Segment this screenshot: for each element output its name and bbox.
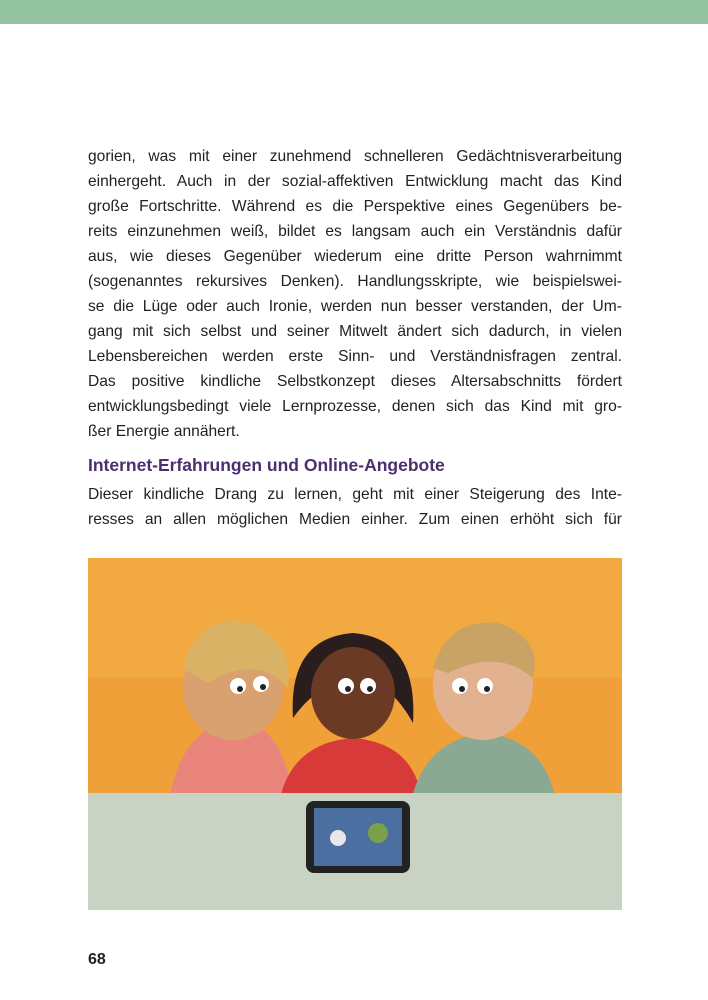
text-line: große Fortschritte. Während es die Perspektive eines Gegenübers be- (88, 198, 622, 215)
text-line: (sogenanntes rekursives Denken). Handlungsskripte, wie beispielswei- (88, 273, 622, 290)
text-line: resses an allen möglichen Medien einher. Zum einen erhöht sich für (88, 511, 622, 528)
text-line: reits einzunehmen weiß, bildet es langsam auch ein Verständnis dafür (88, 223, 622, 240)
body-paragraph-2 (88, 482, 622, 532)
text-line: Lebensbereichen werden erste Sinn- und Verständnisfragen zentral. (88, 348, 622, 365)
text-line: se die Lüge oder auch Ironie, werden nun besser verstanden, der Um- (88, 298, 622, 315)
text-line: ßer Energie annähert. (88, 423, 240, 440)
text-line: gorien, was mit einer zunehmend schnelleren Gedächtnisverarbeitung (88, 148, 622, 165)
page-number: 68 (88, 951, 106, 968)
section-heading: Internet-Erfahrungen und Online-Angebote (88, 455, 445, 475)
decorative-header-band (0, 0, 708, 24)
text-line: Das positive kindliche Selbstkonzept dieses Altersabschnitts fördert (88, 373, 622, 390)
text-line: entwicklungsbedingt viele Lernprozesse, denen sich das Kind mit gro- (88, 398, 622, 415)
text-line: Dieser kindliche Drang zu lernen, geht mit einer Steigerung des Inte- (88, 486, 622, 503)
children-with-tablet-illustration (88, 558, 622, 910)
text-line: einhergeht. Auch in der sozial-affektiven Entwicklung macht das Kind (88, 173, 622, 190)
text-line: aus, wie dieses Gegenüber wiederum eine dritte Person wahrnimmt (88, 248, 622, 265)
text-line: gang mit sich selbst und seiner Mitwelt ändert sich dadurch, in vielen (88, 323, 622, 340)
body-paragraph-1 (88, 144, 622, 444)
